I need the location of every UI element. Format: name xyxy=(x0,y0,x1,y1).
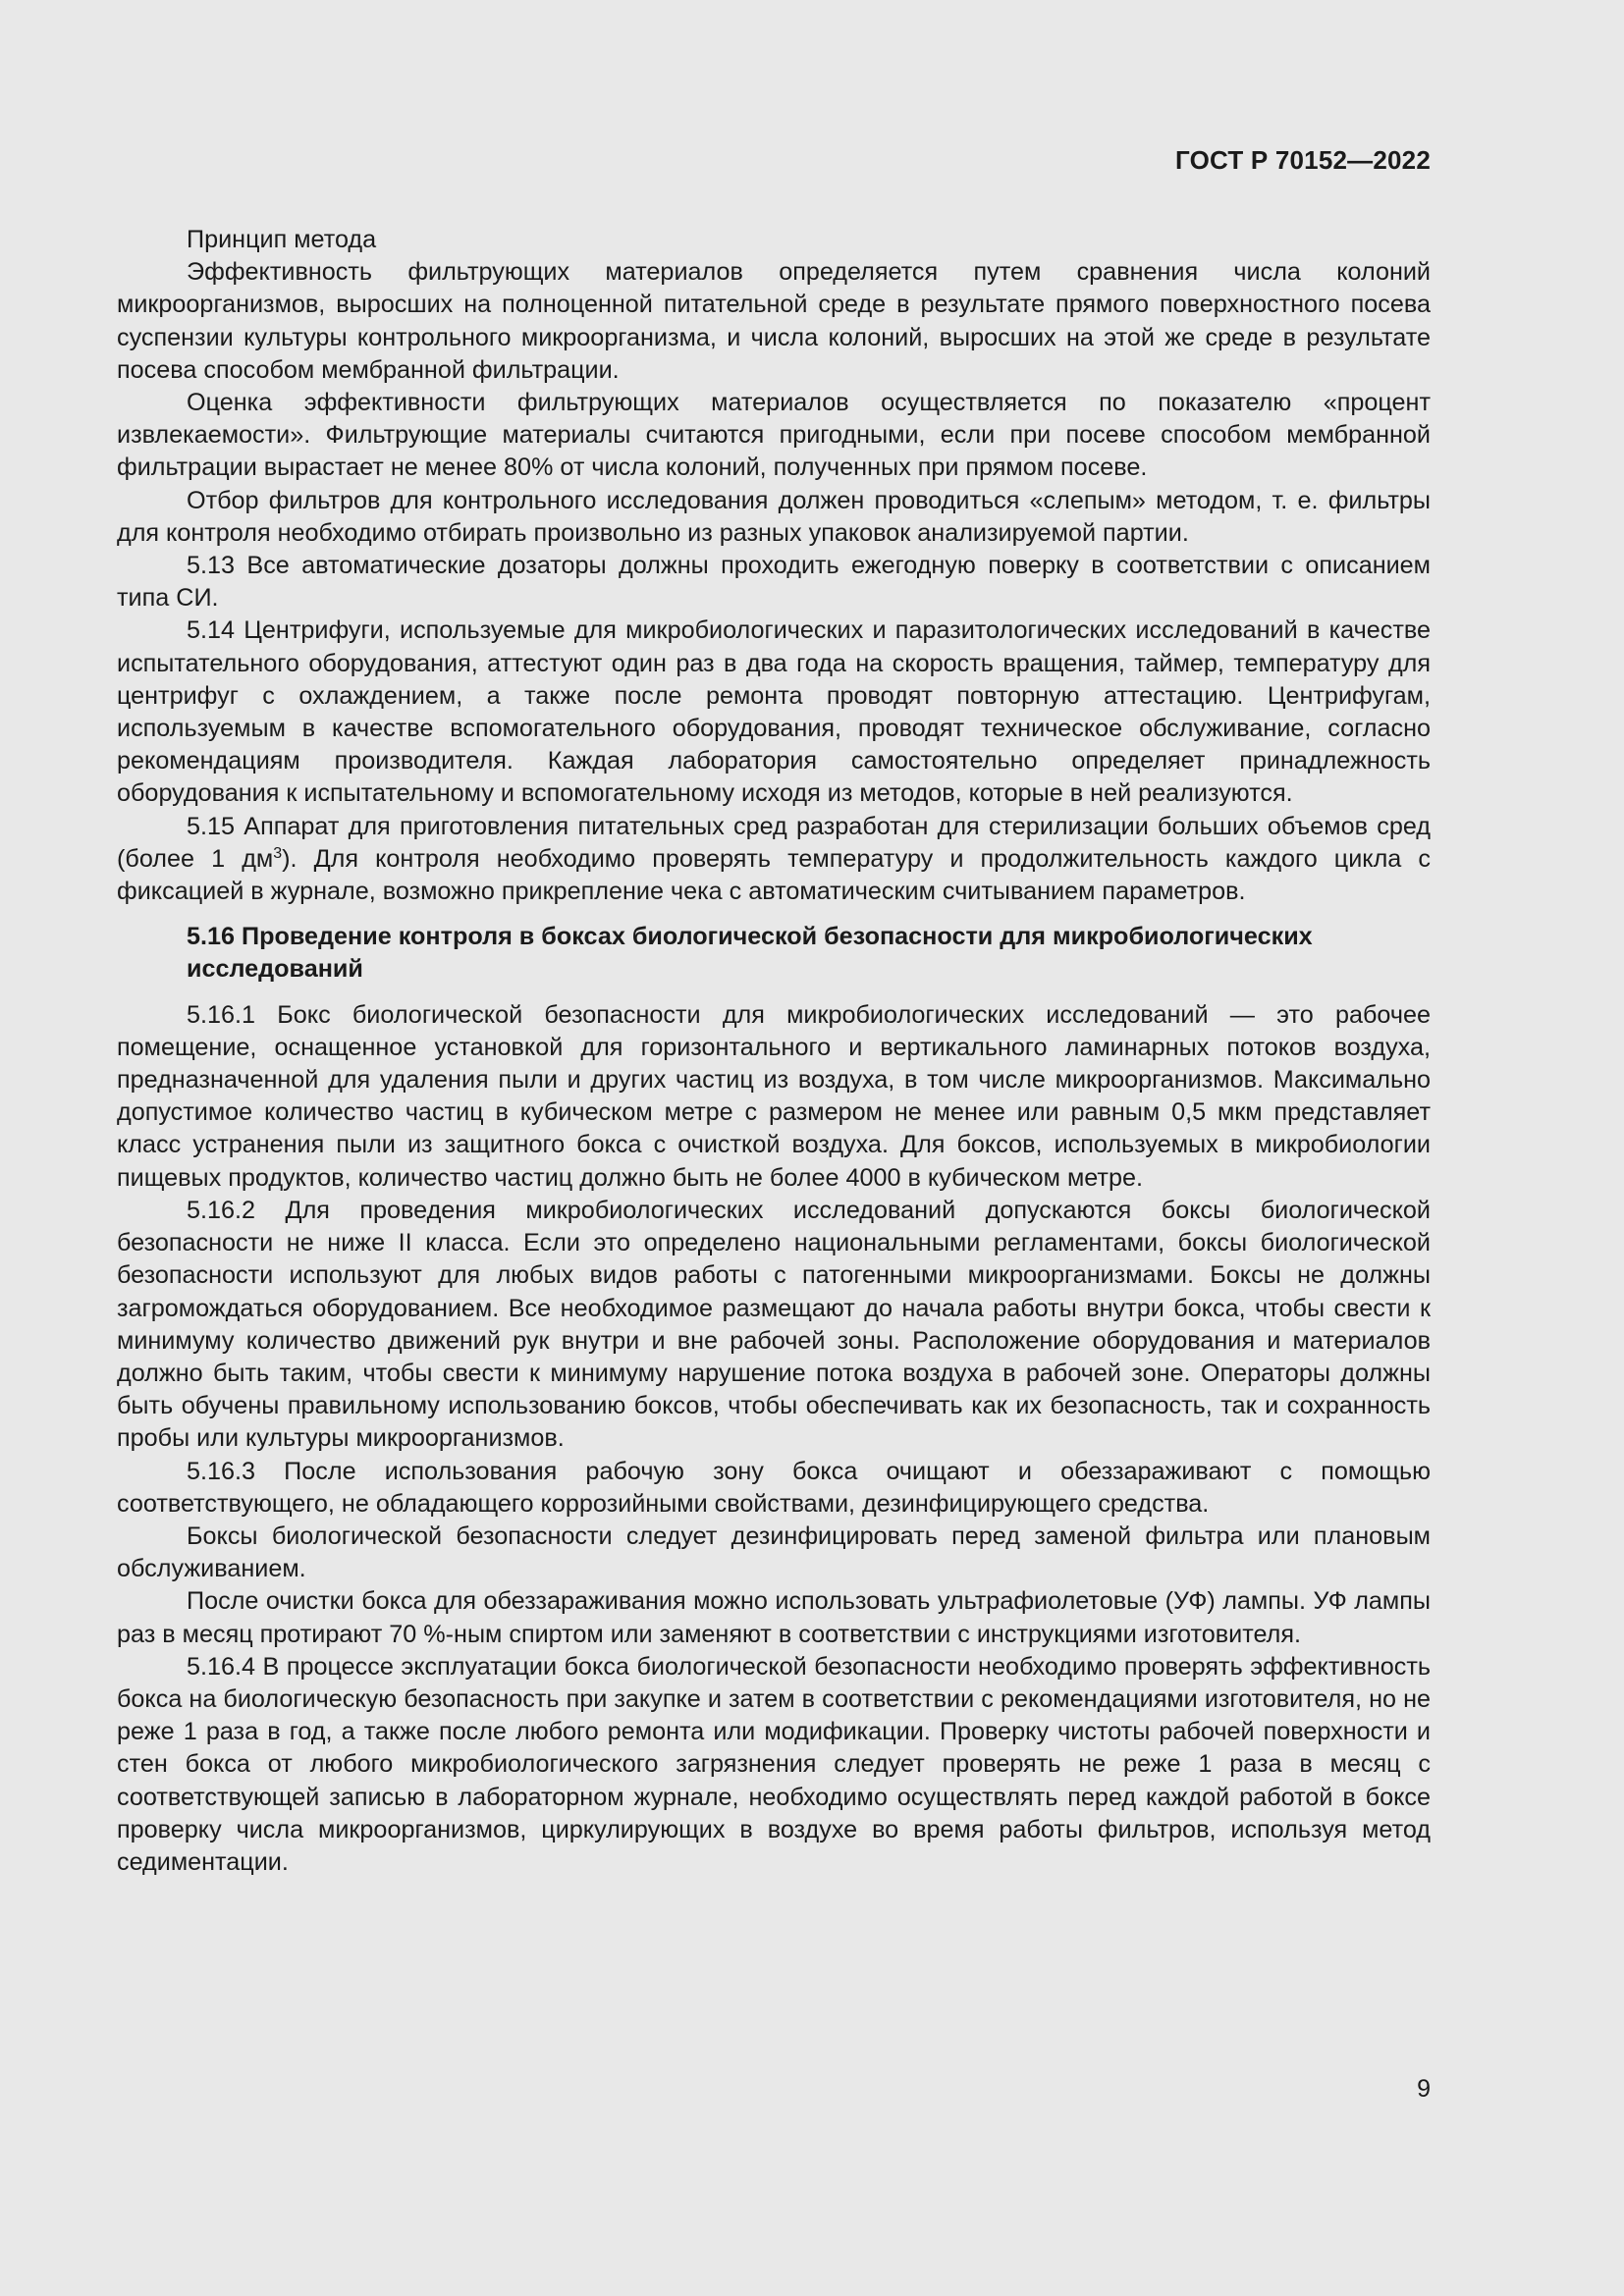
paragraph-5-15-part-a: 5.15 Аппарат для приготовления питательных сред разработан для стерилизации больших объемов сред (более 1 дм xyxy=(117,812,1431,873)
paragraph-5-16-1: 5.16.1 Бокс биологической безопасности для микробиологических исследований — это рабочее помещение, оснащенное установкой для горизонтального и вертикального ламинарных потоков воздуха, предназначенной для удаления пыли и других частиц из воздуха, в том числе микроорганизмов. Максимально допустимое количество частиц в кубическом метре с размером не менее или равным 0,5 мкм представляет класс устранения пыли из защитного бокса с очисткой воздуха. Для боксов, используемых в микробиологии пищевых продуктов, количество частиц должно быть не более 4000 в кубическом метре. xyxy=(117,1000,1431,1192)
section-heading-5-16: 5.16 Проведение контроля в боксах биологической безопасности для микробиологических исследований xyxy=(187,923,1313,984)
paragraph-5-16-4: 5.16.4 В процессе эксплуатации бокса биологической безопасности необходимо проверять эффективность бокса на биологическую безопасность при закупке и затем в соответствии с рекомендациями изготовителя, но не реже 1 раза в год, а также после любого ремонта или модификации. Проверку чистоты рабочей поверхности и стен бокса от любого микробиологического загрязнения следует проверять не реже 1 раза в месяц с соответствующей записью в лабораторном журнале, необходимо осуществлять перед каждой работой в боксе проверку числа микроорганизмов, циркулирующих в воздухе во время работы фильтров, используя метод седиментации. xyxy=(117,1652,1431,1876)
paragraph-method-principle: Принцип метода xyxy=(187,226,377,253)
paragraph: Эффективность фильтрующих материалов определяется путем сравнения числа колоний микроорганизмов, выросших на полноценной питательной среде в результате прямого поверхностного посева суспензии культуры контрольного микроорганизма, и числа колоний, выросших на этой же среде в результате посева способом мембранной фильтрации. xyxy=(117,258,1431,384)
paragraph-5-15-part-b: ). Для контроля необходимо проверять температуру и продолжительность каждого цикла с фиксацией в журнале, возможно прикрепление чека с автоматическим считыванием параметров. xyxy=(117,844,1431,906)
paragraph-5-13: 5.13 Все автоматические дозаторы должны проходить ежегодную поверку в соответствии с описанием типа СИ. xyxy=(117,552,1431,613)
paragraph: Оценка эффективности фильтрующих материалов осуществляется по показателю «процент извлекаемости». Фильтрующие материалы считаются пригодными, если при посеве способом мембранной фильтрации вырастает не менее 80% от числа колоний, полученных при прямом посеве. xyxy=(117,389,1431,482)
superscript: 3 xyxy=(273,844,283,862)
paragraph: Боксы биологической безопасности следует дезинфицировать перед заменой фильтра или плановым обслуживанием. xyxy=(117,1522,1431,1583)
paragraph: После очистки бокса для обеззараживания можно использовать ультрафиолетовые (УФ) лампы. УФ лампы раз в месяц протирают 70 %-ным спиртом или заменяют в соответствии с инструкциями изготовителя. xyxy=(117,1587,1431,1648)
paragraph-5-16-3: 5.16.3 После использования рабочую зону бокса очищают и обеззараживают с помощью соответствующего, не обладающего коррозийными свойствами, дезинфицирующего средства. xyxy=(117,1457,1431,1518)
paragraph-5-15 xyxy=(117,811,1431,909)
document-code-header: ГОСТ Р 70152—2022 xyxy=(1175,145,1431,175)
document-body xyxy=(117,224,1431,1879)
page-number: 9 xyxy=(1417,2075,1431,2103)
paragraph: Отбор фильтров для контрольного исследования должен проводиться «слепым» методом, т. е. фильтры для контроля необходимо отбирать произвольно из разных упаковок анализируемой партии. xyxy=(117,486,1431,547)
paragraph-5-14: 5.14 Центрифуги, используемые для микробиологических и паразитологических исследований в качестве испытательного оборудования, аттестуют один раз в два года на скорость вращения, таймер, температуру для центрифуг с охлаждением, а также после ремонта проводят повторную аттестацию. Центрифугам, используемым в качестве вспомогательного оборудования, проводят техническое обслуживание, согласно рекомендациям производителя. Каждая лаборатория самостоятельно определяет принадлежность оборудования к испытательному и вспомогательному исходя из методов, которые в ней реализуются. xyxy=(117,616,1431,808)
paragraph-5-16-2: 5.16.2 Для проведения микробиологических исследований допускаются боксы биологической безопасности не ниже II класса. Если это определено национальными регламентами, боксы биологической безопасности используют для любых видов работы с патогенными микроорганизмами. Боксы не должны загромождаться оборудованием. Все необходимое размещают до начала работы внутри бокса, чтобы свести к минимуму количество движений рук внутри и вне рабочей зоны. Расположение оборудования и материалов должно быть таким, чтобы свести к минимуму нарушение потока воздуха в рабочей зоне. Операторы должны быть обучены правильному использованию боксов, чтобы обеспечивать как их безопасность, так и сохранность пробы или культуры микроорганизмов. xyxy=(117,1196,1431,1453)
